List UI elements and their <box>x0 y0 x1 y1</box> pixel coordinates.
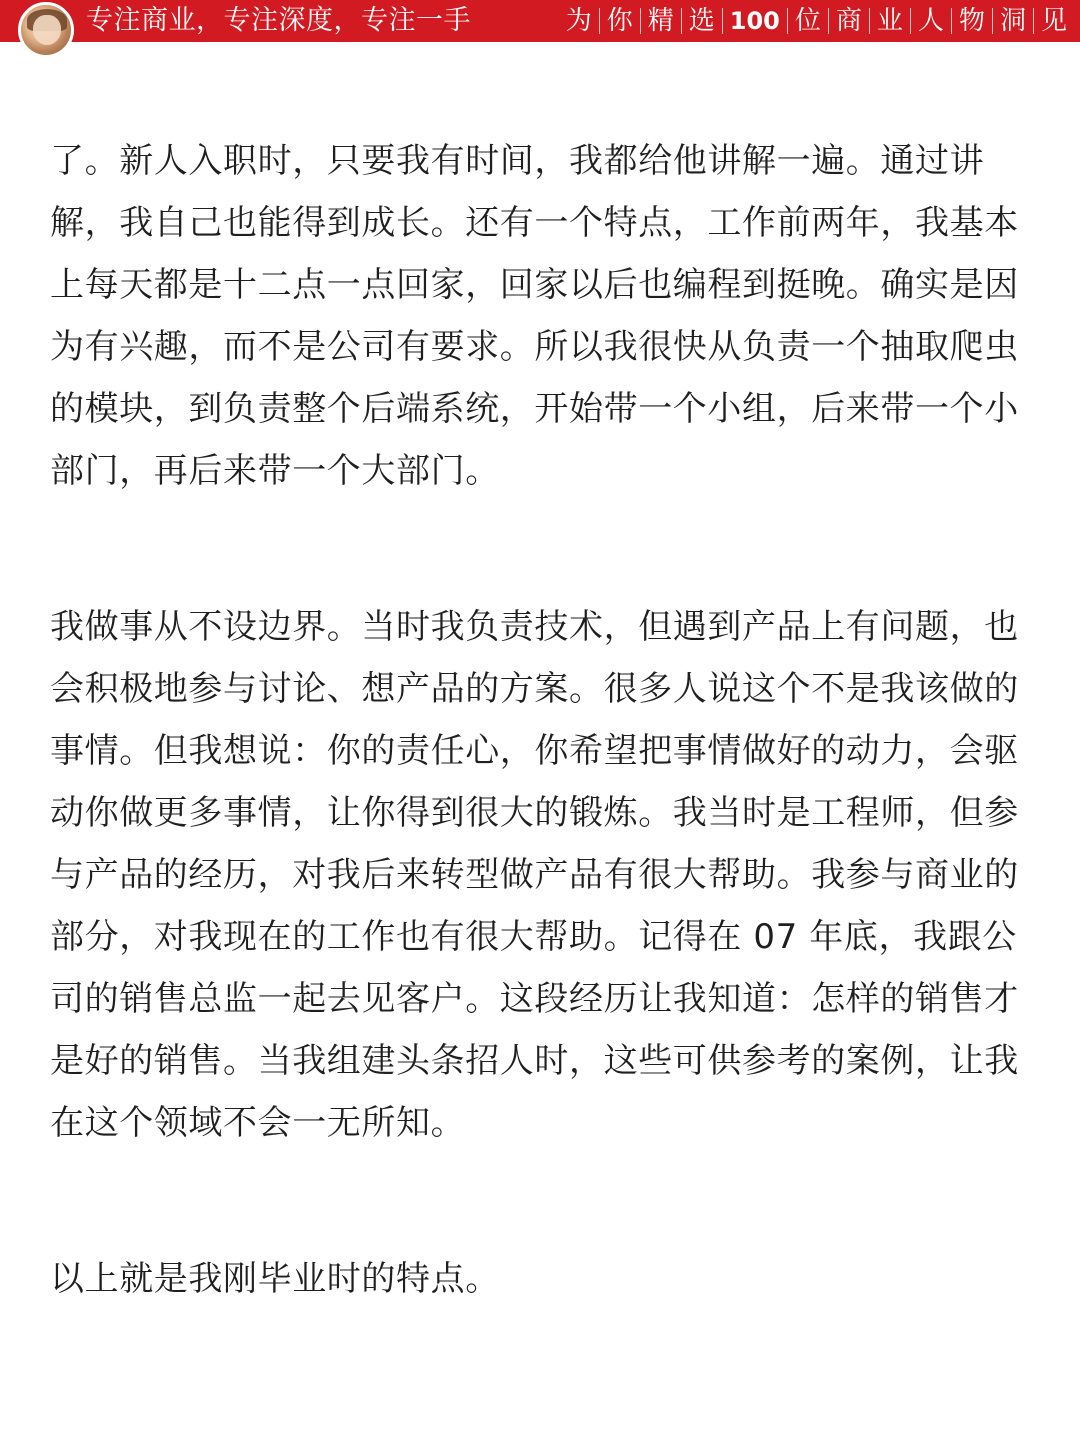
banner-slogan: 专注商业，专注深度，专注一手 <box>86 5 471 36</box>
author-avatar[interactable] <box>18 2 74 58</box>
tagline-char: 选 <box>681 8 722 34</box>
tagline-char: 精 <box>640 8 681 34</box>
avatar-face-shape <box>33 15 61 45</box>
top-banner <box>0 0 1080 44</box>
tagline-char: 你 <box>599 8 640 34</box>
tagline-char: 见 <box>1033 8 1074 34</box>
tagline-char: 物 <box>951 8 992 34</box>
tagline-char: 业 <box>869 8 910 34</box>
banner-tagline <box>559 0 1074 42</box>
article-body <box>50 130 1030 1310</box>
tagline-number: 100 <box>722 8 787 34</box>
tagline-char: 位 <box>787 8 828 34</box>
tagline-char: 人 <box>910 8 951 34</box>
article-paragraph: 以上就是我刚毕业时的特点。 <box>50 1259 500 1299</box>
article-paragraph: 我做事从不设边界。当时我负责技术，但遇到产品上有问题，也会积极地参与讨论、想产品的方案。很多人说这个不是我该做的事情。但我想说：你的责任心，你希望把事情做好的动力，会驱动你做更多事情，让你得到很大的锻炼。我当时是工程师，但参与产品的经历，对我后来转型做产品有很大帮助。我参与商业的部分，对我现在的工作也有很大帮助。记得在 07 年底，我跟公司的销售总监一起去见客户。这段经历让我知道：怎样的销售才是好的销售。当我组建头条招人时，这些可供参考的案例，让我在这个领域不会一无所知。 <box>50 607 1019 1143</box>
tagline-char: 洞 <box>992 8 1033 34</box>
tagline-char: 商 <box>828 8 869 34</box>
article-paragraph: 了。新人入职时，只要我有时间，我都给他讲解一遍。通过讲解，我自己也能得到成长。还有一个特点，工作前两年，我基本上每天都是十二点一点回家，回家以后也编程到挺晚。确实是因为有兴趣，而不是公司有要求。所以我很快从负责一个抽取爬虫的模块，到负责整个后端系统，开始带一个小组，后来带一个小部门，再后来带一个大部门。 <box>50 141 1019 491</box>
tagline-char: 为 <box>565 6 592 36</box>
